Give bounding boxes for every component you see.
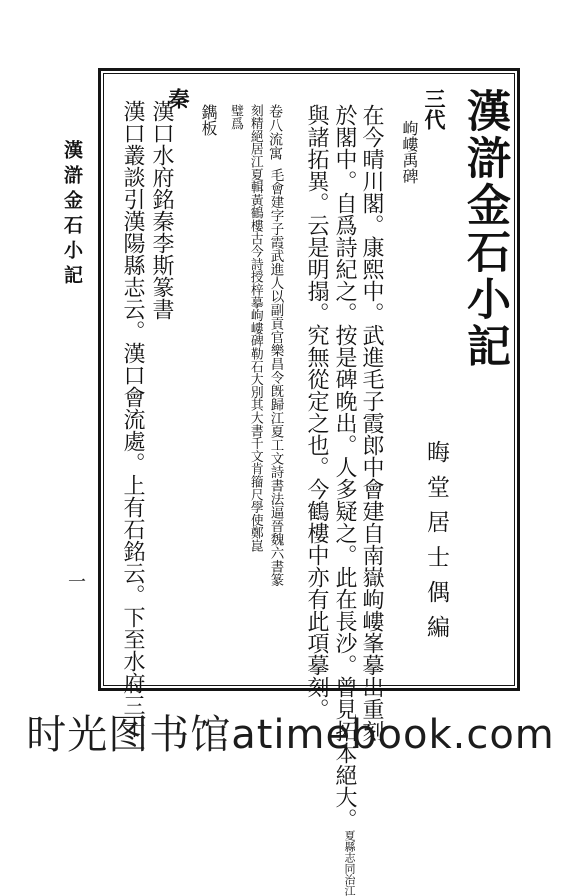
page-number: 一 bbox=[65, 572, 86, 590]
annotation-column-3b: 鐫板 bbox=[199, 104, 218, 136]
text-column-2 bbox=[333, 104, 355, 896]
annotation-lead: 卷八流寓 bbox=[267, 104, 283, 160]
text-column-3: 與諸拓異。云是明搨。究無從定之也。今鶴樓中亦有此項摹刻。 bbox=[304, 104, 329, 720]
annotation-column-2: 刻精絕居江夏輯黃鶴樓古今詩授梓摹岣嶁碑勒石大別其大書千文肯籀尺學使鄭崑 bbox=[247, 104, 263, 552]
text-column-2-main: 於閣中。自爲詩紀之。按是碑晚出。人多疑之。此在長沙。曾見拓本絕大。 bbox=[332, 104, 357, 830]
book-title: 漢滸金石小記 bbox=[459, 88, 510, 370]
inline-note-a: 同治江 bbox=[343, 863, 356, 896]
book-author: 晦堂居士偶編 bbox=[423, 440, 449, 650]
gutter-title: 漢滸金石小記 bbox=[61, 140, 83, 290]
entry-title-goulou: 岣嶁禹碑 bbox=[400, 120, 419, 184]
text-column-4: 漢口水府銘秦李斯篆書 bbox=[149, 100, 174, 320]
annotation-column-1: 毛會建字子霞武進人以副貢官樂昌令旣歸江夏工文詩書法逼晉魏六書篆 bbox=[267, 168, 284, 587]
text-column-5: 漢口叢談引漢陽縣志云。漢口會流處。上有石銘云。下至水府三十一 bbox=[120, 100, 145, 760]
section-heading-sandai: 三代 bbox=[422, 88, 447, 130]
section-heading-qin: 秦 bbox=[166, 88, 191, 109]
inline-note-b: 夏縣志 bbox=[343, 830, 356, 863]
annotation-column-3a: 璧爲 bbox=[228, 104, 243, 130]
inline-note bbox=[343, 830, 355, 896]
watermark: 时光图书馆atimebook.com bbox=[26, 712, 555, 758]
text-column-1: 在今晴川閣。康熙中。武進毛子霞郎中會建自南嶽岣嶁峯摹出重刻 bbox=[359, 104, 384, 742]
